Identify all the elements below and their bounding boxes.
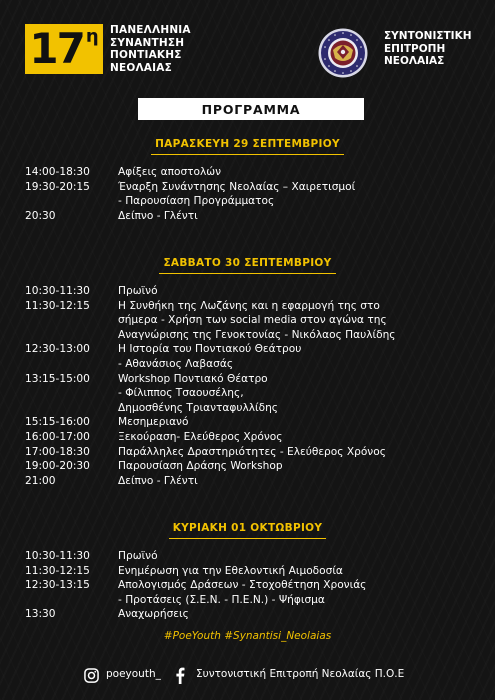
schedule-time [25,194,118,209]
organization-seal-logo [318,28,368,78]
event-title-line: ΝΕΟΛΑΙΑΣ [110,61,172,74]
schedule-row [25,328,475,343]
day-heading-sunday [0,519,495,539]
schedule-time: 10:30-11:30 [25,285,90,297]
schedule-time: 11:30-12:15 [25,299,90,312]
schedule-text: Ενημέρωση για την Εθελοντική Αιμοδοσία [118,564,343,577]
organization-title [384,30,472,68]
schedule-row [25,357,475,372]
schedule-row [25,459,475,474]
schedule-time: 14:00-18:30 [25,166,90,178]
schedule-time [25,593,118,608]
schedule-row [25,372,475,387]
schedule-time: 19:00-20:30 [25,460,90,473]
schedule-time: 19:30-20:15 [25,180,90,193]
schedule-time: 11:30-12:15 [25,564,90,577]
schedule-text: - Φίλιππος Τσαουσέλης, [118,387,244,400]
schedule-row [25,342,475,357]
schedule-text: Έναρξη Συνάντησης Νεολαίας – Χαιρετισμοί [118,180,356,193]
schedule-row [25,313,475,328]
schedule-time: 17:00-18:30 [25,445,90,458]
schedule-row [25,194,475,209]
schedule-row [25,401,475,416]
edition-suffix: η [85,26,99,47]
schedule-row [25,578,475,593]
schedule-text: Αφίξεις αποστολών [118,166,222,178]
schedule-row [25,180,475,195]
schedule-time: 10:30-11:30 [25,550,90,562]
schedule-time [25,357,118,372]
schedule-text: - Αθανάσιος Λαβασάς [118,357,234,370]
organization-title-line: ΕΠΙΤΡΟΠΗ [384,42,446,55]
schedule-row [25,299,475,314]
day-schedule-saturday [25,284,475,488]
header [0,0,495,95]
schedule-text: Παράλληλες Δραστηριότητες - Ελεύθερος Χρόνος [118,445,386,458]
schedule-text: Δείπνο - Γλέντι [118,474,198,487]
instagram-icon[interactable] [84,668,99,683]
schedule-text: Μεσημεριανό [118,416,189,429]
schedule-time: 21:00 [25,474,56,487]
schedule-row [25,165,475,180]
schedule-text: σήμερα - Χρήση των social media στον αγώνα της [118,314,387,327]
program-heading: ΠΡΟΓΡΑΜΜΑ [138,98,364,120]
schedule-text: Δημοσθένης Τριανταφυλλίδης [118,401,279,414]
schedule-row [25,386,475,401]
schedule-text: - Προτάσεις (Σ.Ε.Ν. - Π.Ε.Ν.) - Ψήφισμα [118,593,325,606]
schedule-text: Παρουσίαση Δράσης Workshop [118,460,283,473]
schedule-row [25,549,475,564]
schedule-text: Η Ιστορία του Ποντιακού Θεάτρου [118,343,302,356]
schedule-text: Αναγνώρισης της Γενοκτονίας - Νικόλαος Παυλίδης [118,328,396,341]
facebook-icon[interactable] [175,667,185,684]
schedule-time: 15:15-16:00 [25,416,90,429]
day-heading-friday [0,135,495,155]
schedule-time [25,401,118,416]
schedule-row [25,209,475,224]
schedule-row [25,284,475,299]
schedule-text: Ξεκούραση- Ελεύθερος Χρόνος [118,430,283,443]
schedule-row [25,564,475,579]
schedule-time [25,328,118,343]
schedule-time [25,313,118,328]
schedule-text: Πρωϊνό [118,285,158,297]
edition-number: 17 [29,24,84,73]
day-schedule-sunday [25,549,475,622]
day-heading-saturday [0,254,495,274]
schedule-row [25,474,475,489]
schedule-time: 12:30-13:00 [25,343,90,356]
schedule-time: 13:15-15:00 [25,372,90,385]
event-title-line: ΠΟΝΤΙΑΚΗΣ [110,49,182,61]
schedule-time [25,386,118,401]
schedule-time: 16:00-17:00 [25,430,90,443]
schedule-text: Αναχωρήσεις [118,608,189,621]
schedule-text: Η Συνθήκη της Λωζάνης και η εφαρμογή της στο [118,299,380,312]
schedule-text: Δείπνο - Γλέντι [118,209,198,222]
facebook-page-name[interactable]: Συντονιστική Επιτροπή Νεολαίας Π.Ο.Ε [196,668,405,680]
schedule-text: - Παρουσίαση Προγράμματος [118,195,275,208]
edition-badge [25,24,103,74]
schedule-text: Πρωϊνό [118,550,158,562]
schedule-text: Workshop Ποντιακό Θέατρο [118,372,268,385]
event-title-line: ΣΥΝΑΝΤΗΣΗ [110,36,185,49]
schedule-row [25,415,475,430]
schedule-time: 13:30 [25,608,56,621]
day-schedule-friday [25,165,475,223]
hashtags: #PoeYouth #Synantisi_Neolaias [163,630,332,642]
schedule-row [25,593,475,608]
organization-title-line: ΝΕΟΛΑΙΑΣ [384,55,445,67]
schedule-time: 20:30 [25,209,56,222]
day-heading-label: ΣΑΒΒΑΤΟ 30 ΣΕΠΤΕΜΒΡΙΟΥ [159,254,335,274]
schedule-row [25,607,475,622]
event-title-line: ΠΑΝΕΛΛΗΝΙΑ [110,24,191,36]
schedule-row [25,430,475,445]
instagram-handle[interactable]: poeyouth_ [106,668,161,680]
schedule-row [25,445,475,460]
organization-title-line: ΣΥΝΤΟΝΙΣΤΙΚΗ [384,30,472,42]
schedule-text: Απολογισμός Δράσεων - Στοχοθέτηση Χρονιάς [118,579,367,592]
footer [0,664,495,690]
day-heading-label: ΠΑΡΑΣΚΕΥΗ 29 ΣΕΠΤΕΜΒΡΙΟΥ [151,135,344,155]
event-title [110,24,191,74]
day-heading-label: ΚΥΡΙΑΚΗ 01 ΟΚΤΩΒΡΙΟΥ [169,519,327,539]
schedule-time: 12:30-13:15 [25,579,90,592]
